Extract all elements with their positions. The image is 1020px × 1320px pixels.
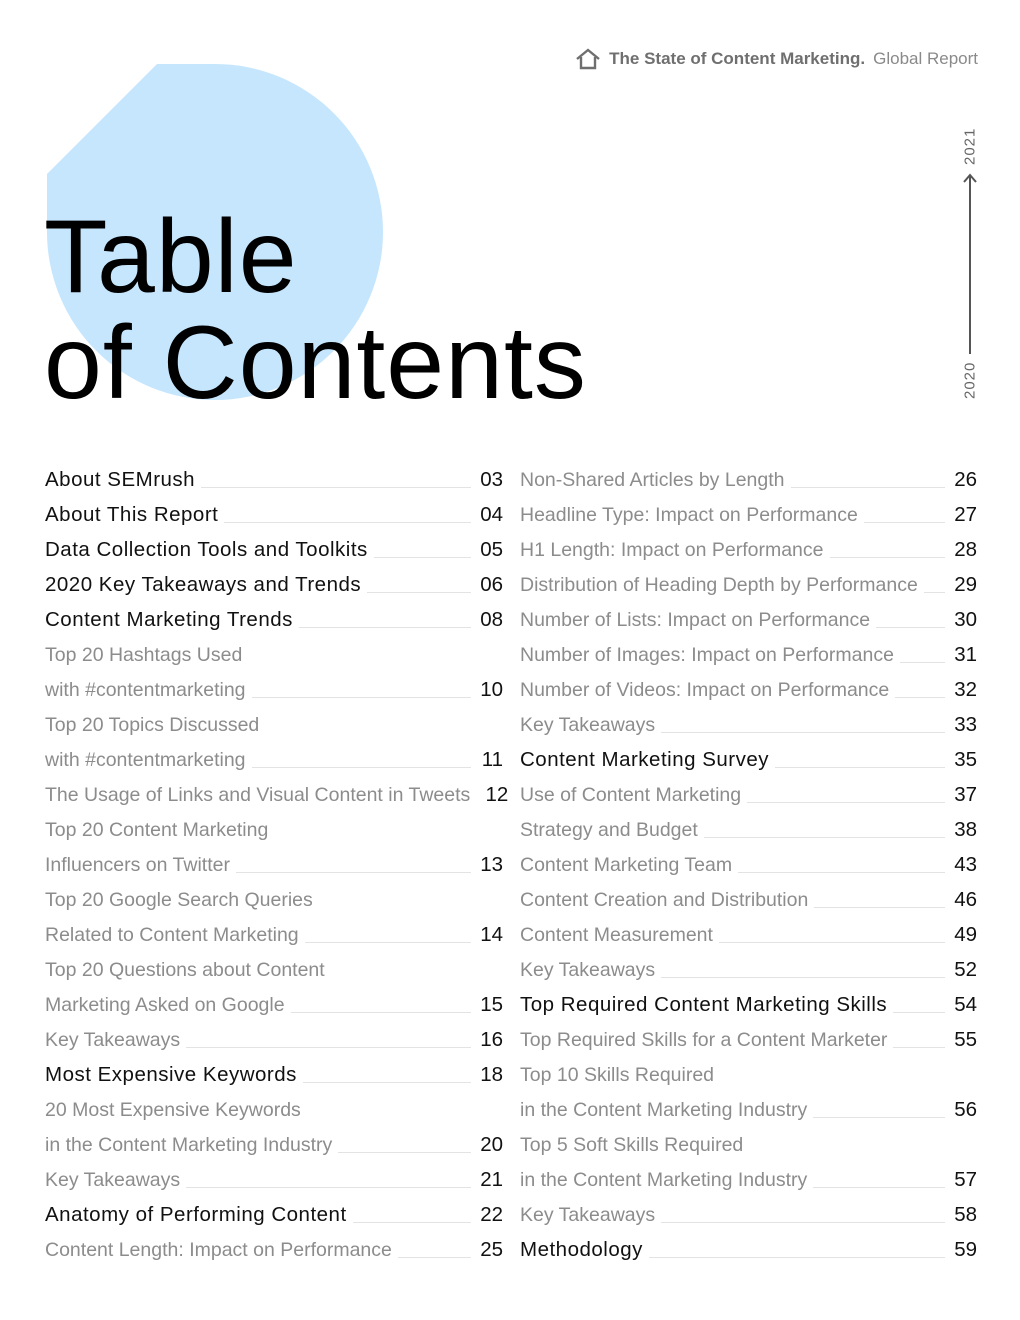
toc-entry-label: Headline Type: Impact on Performance (520, 504, 858, 526)
toc-entry-label: Top 20 Topics Discussed (45, 714, 260, 736)
toc-leader-line (864, 522, 945, 523)
toc-entry[interactable] (45, 1056, 503, 1091)
toc-leader-line (186, 1047, 471, 1048)
toc-entry-label: Marketing Asked on Google (45, 994, 285, 1016)
toc-entry-label: Number of Images: Impact on Performance (520, 644, 894, 666)
toc-entry[interactable] (520, 986, 977, 1021)
toc-leader-line (814, 907, 945, 908)
toc-leader-line (367, 592, 471, 593)
toc-entry[interactable] (45, 986, 503, 1021)
toc-entry-label: in the Content Marketing Industry (520, 1169, 808, 1191)
toc-entry-label: Use of Content Marketing (520, 784, 742, 806)
page-title (44, 199, 587, 421)
toc-page-number: 37 (954, 783, 977, 806)
toc-leader-line (299, 627, 471, 628)
toc-leader-line (186, 1187, 471, 1188)
toc-entry[interactable] (520, 601, 977, 636)
toc-entry-label: Related to Content Marketing (45, 924, 299, 946)
toc-entry[interactable] (45, 951, 503, 986)
toc-entry[interactable] (45, 706, 503, 741)
report-header (575, 48, 978, 70)
toc-page-number: 58 (954, 1203, 977, 1226)
toc-entry-label: Number of Videos: Impact on Performance (520, 679, 890, 701)
toc-page-number: 33 (954, 713, 977, 736)
toc-leader-line (813, 1117, 945, 1118)
toc-leader-line (338, 1152, 471, 1153)
toc-entry[interactable] (45, 461, 503, 496)
toc-entry-label: H1 Length: Impact on Performance (520, 539, 824, 561)
toc-entry[interactable] (520, 741, 977, 776)
toc-entry[interactable] (45, 566, 503, 601)
toc-page-number: 46 (954, 888, 977, 911)
toc-leader-line (353, 1222, 471, 1223)
toc-entry[interactable] (45, 776, 509, 811)
toc-entry[interactable] (45, 531, 503, 566)
toc-entry-label: Content Marketing Trends (45, 608, 293, 631)
toc-entry[interactable] (520, 1126, 977, 1161)
toc-entry[interactable] (45, 1231, 503, 1266)
toc-entry-label: Content Creation and Distribution (520, 889, 809, 911)
toc-entry-label: Top 5 Soft Skills Required (520, 1134, 744, 1156)
toc-entry-label: Top 10 Skills Required (520, 1064, 715, 1086)
toc-entry-label: Top 20 Google Search Queries (45, 889, 313, 911)
toc-page-number: 49 (954, 923, 977, 946)
toc-leader-line (398, 1257, 471, 1258)
toc-page-number: 21 (480, 1168, 503, 1191)
toc-entry-label: Content Marketing Team (520, 854, 733, 876)
toc-entry[interactable] (45, 496, 503, 531)
toc-entry[interactable] (520, 1056, 977, 1091)
toc-page-number: 56 (954, 1098, 977, 1121)
toc-entry-label: Top 20 Questions about Content (45, 959, 325, 981)
toc-page-number: 16 (480, 1028, 503, 1051)
toc-page-number: 22 (480, 1203, 503, 1226)
toc-entry-label: Non-Shared Articles by Length (520, 469, 785, 491)
toc-leader-line (303, 1082, 471, 1083)
toc-entry-label: in the Content Marketing Industry (520, 1099, 808, 1121)
toc-entry-label: Anatomy of Performing Content (45, 1203, 347, 1226)
toc-entry[interactable] (520, 951, 977, 986)
toc-page-number: 06 (480, 573, 503, 596)
toc-leader-line (291, 1012, 471, 1013)
toc-page-number: 26 (954, 468, 977, 491)
toc-entry[interactable] (520, 846, 977, 881)
toc-page-number: 54 (954, 993, 977, 1016)
toc-entry-label: Key Takeaways (520, 959, 656, 981)
toc-entry-label: Key Takeaways (520, 714, 656, 736)
toc-page-number: 43 (954, 853, 977, 876)
toc-page-number: 55 (954, 1028, 977, 1051)
toc-leader-line (252, 697, 471, 698)
toc-entry[interactable] (520, 461, 977, 496)
toc-leader-line (201, 487, 471, 488)
report-subtitle: Global Report (873, 49, 978, 68)
toc-entry[interactable] (520, 1091, 977, 1126)
toc-entry[interactable] (45, 846, 503, 881)
toc-entry-label: Content Measurement (520, 924, 713, 946)
toc-page-number: 38 (954, 818, 977, 841)
toc-entry-label: About This Report (45, 503, 219, 526)
toc-page-number: 13 (480, 853, 503, 876)
toc-entry[interactable] (520, 776, 977, 811)
toc-entry-label: Content Length: Impact on Performance (45, 1239, 392, 1261)
toc-page-number: 29 (954, 573, 977, 596)
toc-entry[interactable] (45, 811, 503, 846)
toc-page-number: 11 (481, 748, 503, 771)
toc-entry-label: Top 20 Content Marketing (45, 819, 269, 841)
toc-entry-label: with #contentmarketing (45, 679, 246, 701)
toc-page-number: 08 (480, 608, 503, 631)
toc-entry-label: Top Required Content Marketing Skills (520, 993, 888, 1016)
toc-leader-line (900, 662, 945, 663)
toc-leader-line (704, 837, 945, 838)
toc-entry-label: Methodology (520, 1238, 643, 1261)
toc-entry-label: Number of Lists: Impact on Performance (520, 609, 871, 631)
toc-leader-line (775, 767, 945, 768)
toc-entry[interactable] (520, 566, 977, 601)
toc-page-number: 57 (954, 1168, 977, 1191)
toc-entry-label: in the Content Marketing Industry (45, 1134, 333, 1156)
toc-entry[interactable] (45, 671, 503, 706)
home-icon[interactable] (575, 48, 601, 70)
toc-leader-line (895, 697, 945, 698)
toc-page-number: 12 (485, 783, 509, 806)
toc-page-number: 05 (480, 538, 503, 561)
toc-entry-label: Top 20 Hashtags Used (45, 644, 243, 666)
toc-page-number: 59 (954, 1238, 977, 1261)
year-timeline (955, 126, 985, 402)
toc-page-number: 14 (480, 923, 503, 946)
toc-entry[interactable] (45, 1196, 503, 1231)
toc-entry[interactable] (520, 916, 977, 951)
toc-page-number: 18 (480, 1063, 503, 1086)
toc-leader-line (791, 487, 946, 488)
toc-page-number: 52 (954, 958, 977, 981)
timeline-start-year: 2020 (961, 361, 979, 399)
toc-page-number: 28 (954, 538, 977, 561)
toc-entry[interactable] (520, 811, 977, 846)
toc-left-column (45, 461, 509, 1266)
toc-page-number: 15 (480, 993, 503, 1016)
toc-page-number: 20 (480, 1133, 503, 1156)
toc-leader-line (374, 557, 471, 558)
toc-page-number: 04 (480, 503, 503, 526)
toc-entry-label: Top Required Skills for a Content Marketer (520, 1029, 888, 1051)
toc-leader-line (305, 942, 471, 943)
toc-page-number: 25 (480, 1238, 503, 1261)
toc-entry[interactable] (45, 1091, 503, 1126)
toc-leader-line (252, 767, 471, 768)
toc-leader-line (924, 592, 945, 593)
toc-page-number: 10 (480, 678, 503, 701)
toc-leader-line (719, 942, 945, 943)
toc-entry[interactable] (45, 881, 503, 916)
toc-entry-label: 20 Most Expensive Keywords (45, 1099, 301, 1121)
toc-entry-label: 2020 Key Takeaways and Trends (45, 573, 362, 596)
toc-entry[interactable] (520, 706, 977, 741)
toc-entry-label: Strategy and Budget (520, 819, 698, 841)
toc-entry[interactable] (520, 1231, 977, 1266)
toc-entry[interactable] (520, 881, 977, 916)
toc-leader-line (738, 872, 945, 873)
toc-entry-label: Content Marketing Survey (520, 748, 770, 771)
toc-page-number: 32 (954, 678, 977, 701)
toc-entry-label: Data Collection Tools and Toolkits (45, 538, 368, 561)
toc-leader-line (649, 1257, 945, 1258)
toc-entry[interactable] (45, 741, 503, 776)
toc-entry-label: The Usage of Links and Visual Content in Tweets (45, 784, 471, 806)
toc-page-number: 35 (954, 748, 977, 771)
toc-leader-line (236, 872, 471, 873)
arrow-up-icon (955, 170, 985, 360)
toc-leader-line (893, 1012, 945, 1013)
report-brand: The State of Content Marketing. (609, 49, 866, 68)
toc-entry-label: Most Expensive Keywords (45, 1063, 297, 1086)
toc-entry[interactable] (520, 1161, 977, 1196)
toc-page-number: 27 (954, 503, 977, 526)
toc-entry[interactable] (520, 1196, 977, 1231)
toc-entry[interactable] (45, 601, 503, 636)
toc-entry[interactable] (45, 1161, 503, 1196)
toc-entry-label: with #contentmarketing (45, 749, 246, 771)
toc-entry[interactable] (45, 636, 503, 671)
toc-entry-label: Influencers on Twitter (45, 854, 230, 876)
toc-entry-label: Distribution of Heading Depth by Performance (520, 574, 918, 596)
toc-page-number: 31 (954, 643, 977, 666)
toc-page-number: 30 (954, 608, 977, 631)
toc-right-column (520, 461, 977, 1266)
toc-leader-line (813, 1187, 945, 1188)
toc-leader-line (747, 802, 945, 803)
toc-entry[interactable] (520, 496, 977, 531)
toc-entry[interactable] (45, 1021, 503, 1056)
toc-entry-label: About SEMrush (45, 468, 196, 491)
toc-entry[interactable] (45, 1126, 503, 1161)
toc-entry[interactable] (520, 1021, 977, 1056)
toc-leader-line (661, 1222, 945, 1223)
toc-entry-label: Key Takeaways (520, 1204, 656, 1226)
toc-entry[interactable] (520, 531, 977, 566)
toc-leader-line (893, 1047, 945, 1048)
toc-leader-line (830, 557, 946, 558)
toc-leader-line (876, 627, 945, 628)
toc-leader-line (661, 732, 945, 733)
toc-leader-line (661, 977, 945, 978)
toc-entry[interactable] (520, 636, 977, 671)
toc-entry[interactable] (45, 916, 503, 951)
toc-entry[interactable] (520, 671, 977, 706)
page-title-line-2: of Contents (44, 305, 587, 421)
page-title-line-1: Table (44, 199, 298, 315)
toc-entry-label: Key Takeaways (45, 1169, 181, 1191)
toc-leader-line (224, 522, 471, 523)
toc-page-number: 03 (480, 468, 503, 491)
timeline-end-year: 2021 (961, 127, 979, 165)
toc-entry-label: Key Takeaways (45, 1029, 181, 1051)
